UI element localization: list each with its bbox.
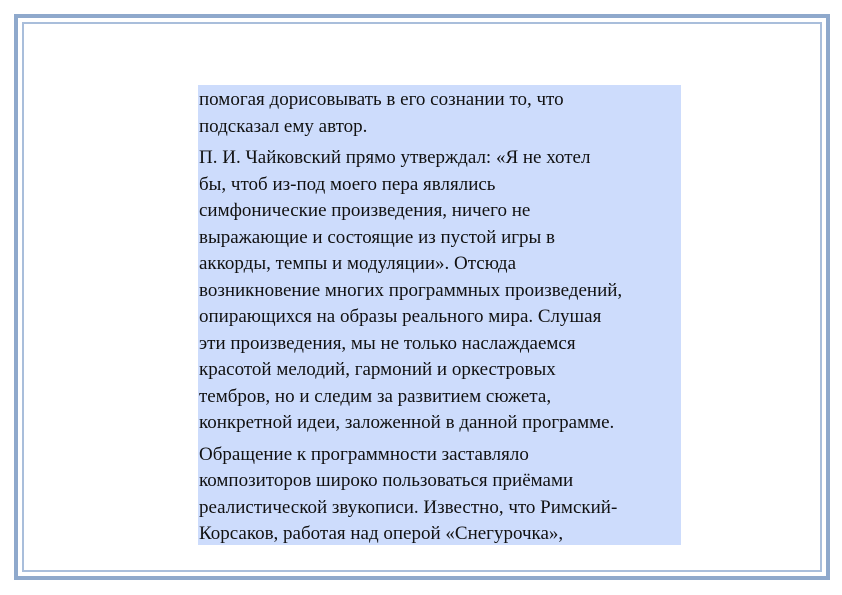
paragraph-3: Обращение к программности заставляло композиторов широко пользоваться приёмами реалистической звукописи. Известно, что Римский- Корсаков, работая над оперой «Снегурочка», <box>199 443 618 544</box>
paragraph-2: П. И. Чайковский прямо утверждал: «Я не хотел бы, чтоб из-под моего пера являлись симфонические произведения, ничего не выражающие и состоящие из пустой игры в аккорды, темпы и модуляции». Отсюда возникновение многих программных произведений, опирающихся на образы реального мира. Слушая эти произведения, мы не только наслаждаемся красотой мелодий, гармоний и оркестровых тембров, но и следим за развитием сюжета, конкретной идеи, заложенной в данной программе. <box>199 147 623 433</box>
paragraph-1: помогая дорисовывать в его сознании то, что подсказал ему автор. <box>199 89 564 137</box>
text-box <box>198 85 681 545</box>
